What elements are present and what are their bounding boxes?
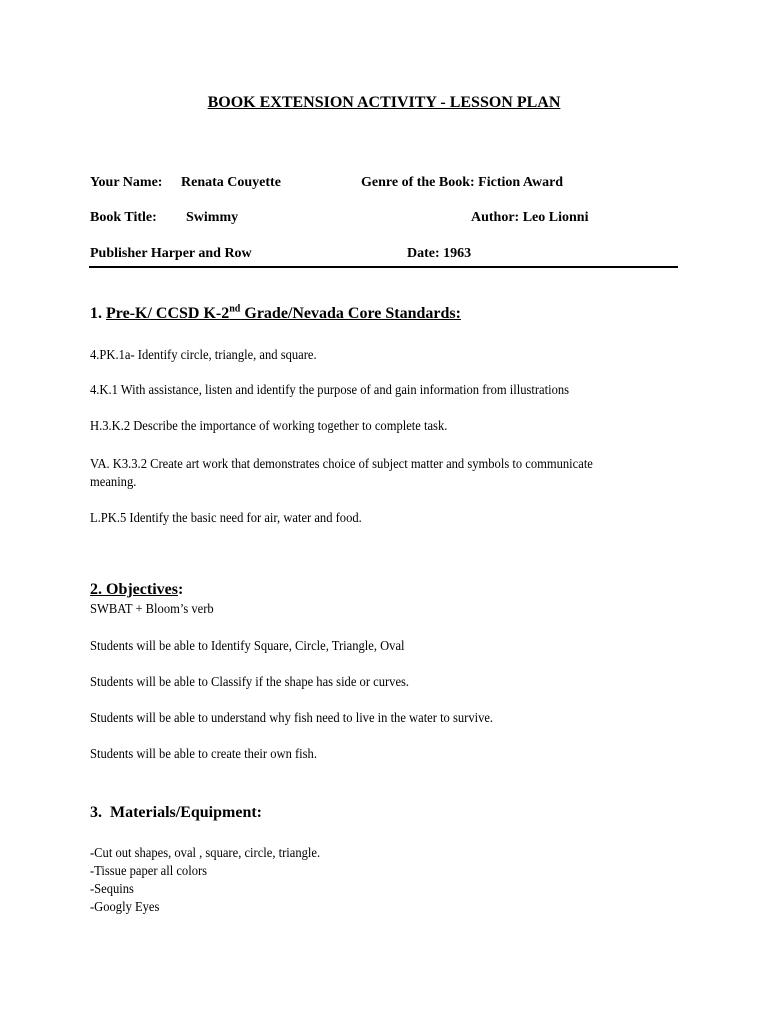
standard-item: H.3.K.2 Describe the importance of working together to complete task.	[90, 418, 448, 433]
material-item: -Googly Eyes	[90, 899, 160, 914]
materials-list	[90, 844, 320, 916]
materials-heading-text: Materials/Equipment:	[110, 804, 262, 821]
objectives-heading-text: Objectives	[102, 581, 178, 598]
standards-heading-post: Grade/Nevada Core Standards:	[240, 305, 461, 322]
standards-heading	[90, 305, 461, 323]
page-title: BOOK EXTENSION ACTIVITY - LESSON PLAN	[207, 94, 561, 111]
objective-item: Students will be able to create their own fish.	[90, 746, 317, 761]
objectives-colon: :	[177, 581, 184, 598]
book-title-value: Swimmy	[186, 210, 239, 225]
book-title-label: Book Title:	[90, 210, 157, 225]
name-value: Renata Couyette	[181, 175, 281, 190]
standards-number: 1.	[90, 305, 102, 322]
standard-item: 4.PK.1a- Identify circle, triangle, and square.	[90, 347, 317, 362]
standard-item: L.PK.5 Identify the basic need for air, water and food.	[90, 510, 362, 525]
materials-number: 3.	[90, 804, 102, 821]
objectives-subtitle: SWBAT + Bloom’s verb	[90, 601, 214, 616]
header-divider	[89, 266, 678, 268]
standard-item: VA. K3.3.2 Create art work that demonstrates choice of subject matter and symbols to communicate meaning.	[90, 456, 593, 489]
standard-item: 4.K.1 With assistance, listen and identify the purpose of and gain information from illustrations	[90, 382, 570, 397]
author-field: Author: Leo Lionni	[471, 210, 589, 225]
date-field: Date: 1963	[407, 246, 472, 261]
standards-heading-sup: nd	[229, 303, 241, 315]
materials-heading	[90, 804, 262, 822]
publisher-field: Publisher Harper and Row	[90, 246, 252, 261]
name-label: Your Name:	[90, 175, 163, 190]
material-item: -Tissue paper all colors	[90, 863, 208, 878]
objectives-heading	[90, 581, 183, 599]
objective-item: Students will be able to Classify if the shape has side or curves.	[90, 674, 410, 689]
standards-heading-pre: Pre-K/ CCSD K-2	[106, 305, 230, 322]
objectives-number: 2.	[90, 581, 102, 598]
material-item: -Sequins	[90, 881, 134, 896]
objective-item: Students will be able to Identify Square, Circle, Triangle, Oval	[90, 638, 405, 653]
material-item: -Cut out shapes, oval , square, circle, triangle.	[90, 845, 321, 860]
genre-field: Genre of the Book: Fiction Award	[361, 175, 564, 190]
objective-item: Students will be able to understand why fish need to live in the water to survive.	[90, 710, 494, 725]
